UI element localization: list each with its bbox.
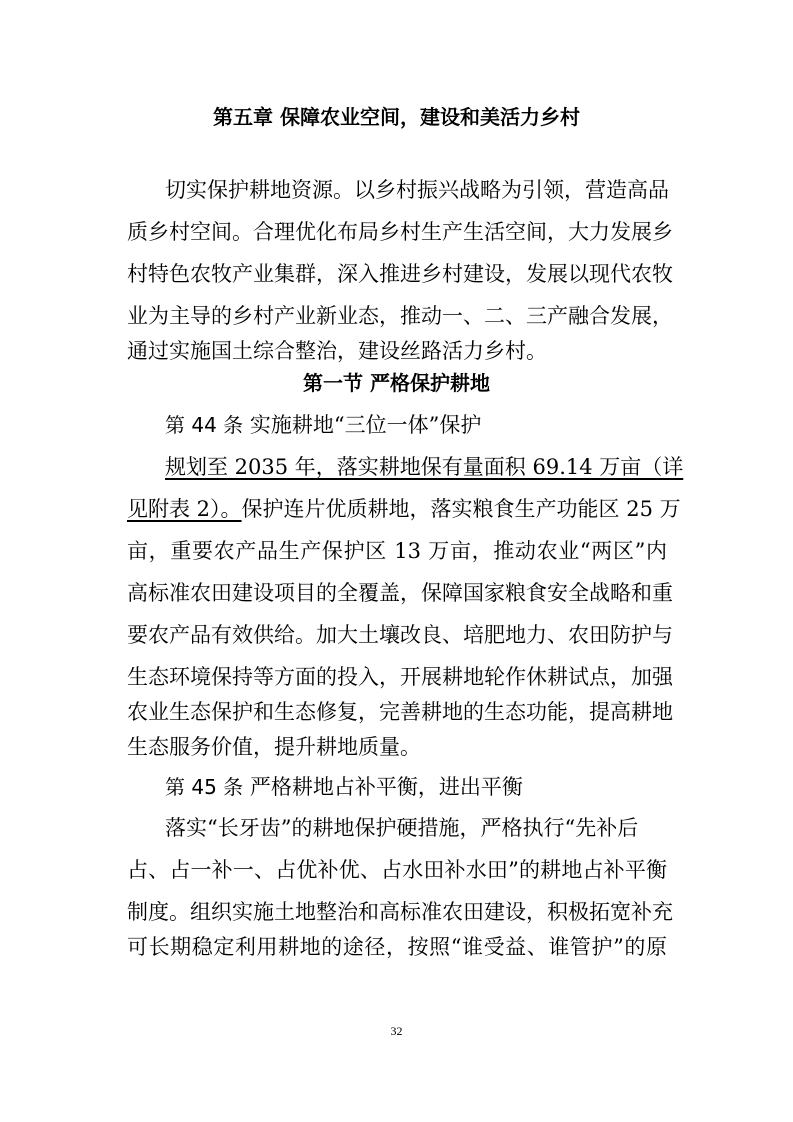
- article-44-line-4: 高标准农田建设项目的全覆盖，保障国家粮食安全战略和重: [127, 581, 673, 605]
- article-44-line-2-rest: 保护连片优质耕地，落实粮食生产功能区 25 万: [241, 497, 681, 521]
- page-number: 32: [390, 1024, 403, 1038]
- article-44-line-2: [127, 493, 681, 525]
- article-44-title: 实施耕地“三位一体”保护: [249, 413, 482, 437]
- article-45-line-3: 制度。组织实施土地整治和高标准农田建设，积极拓宽补充: [127, 900, 673, 924]
- section-title: 第一节 严格保护耕地: [303, 371, 490, 395]
- article-44-line-6: 生态环境保持等方面的投入，开展耕地轮作休耕试点，加强: [127, 665, 673, 689]
- article-44-line-1: 规划至 2035 年，落实耕地保有量面积 69.14 万亩（详: [165, 455, 684, 479]
- article-45-line-2: 占、占一补一、占优补优、占水田补水田”的耕地占补平衡: [127, 858, 667, 882]
- intro-line-1: 切实保护耕地资源。以乡村振兴战略为引领，营造高品: [165, 178, 669, 202]
- intro-line-3: 村特色农牧产业集群，深入推进乡村建设，发展以现代农牧: [127, 262, 673, 286]
- article-44-line-7: 农业生态保护和生态修复，完善耕地的生态功能，提高耕地: [127, 700, 673, 724]
- intro-line-4: 业为主导的乡村产业新业态，推动一、二、三产融合发展，: [127, 304, 673, 328]
- intro-line-2: 质乡村空间。合理优化布局乡村生产生活空间，大力发展乡: [127, 220, 673, 244]
- article-44-line-3: 亩，重要农产品生产保护区 13 万亩，推动农业“两区”内: [127, 539, 667, 563]
- article-44-line-2-underlined: 见附表 2）。: [127, 497, 242, 521]
- article-44-line-8: 生态服务价值，提升耕地质量。: [127, 735, 421, 759]
- article-44-heading: [165, 409, 481, 441]
- article-44-line-5: 要农产品有效供给。加大土壤改良、培肥地力、农田防护与: [127, 623, 673, 647]
- intro-line-5: 通过实施国土综合整治，建设丝路活力乡村。: [127, 339, 547, 363]
- article-45-title: 严格耕地占补平衡，进出平衡: [249, 775, 523, 799]
- article-45-number: 第 45 条: [165, 775, 244, 799]
- article-45-line-4: 可长期稳定利用耕地的途径，按照“谁受益、谁管护”的原: [127, 935, 667, 959]
- chapter-title: 第五章 保障农业空间，建设和美活力乡村: [213, 105, 580, 129]
- article-45-line-1: 落实“长牙齿”的耕地保护硬措施，严格执行“先补后: [165, 816, 639, 840]
- article-44-number: 第 44 条: [165, 413, 244, 437]
- article-45-heading: [165, 771, 523, 803]
